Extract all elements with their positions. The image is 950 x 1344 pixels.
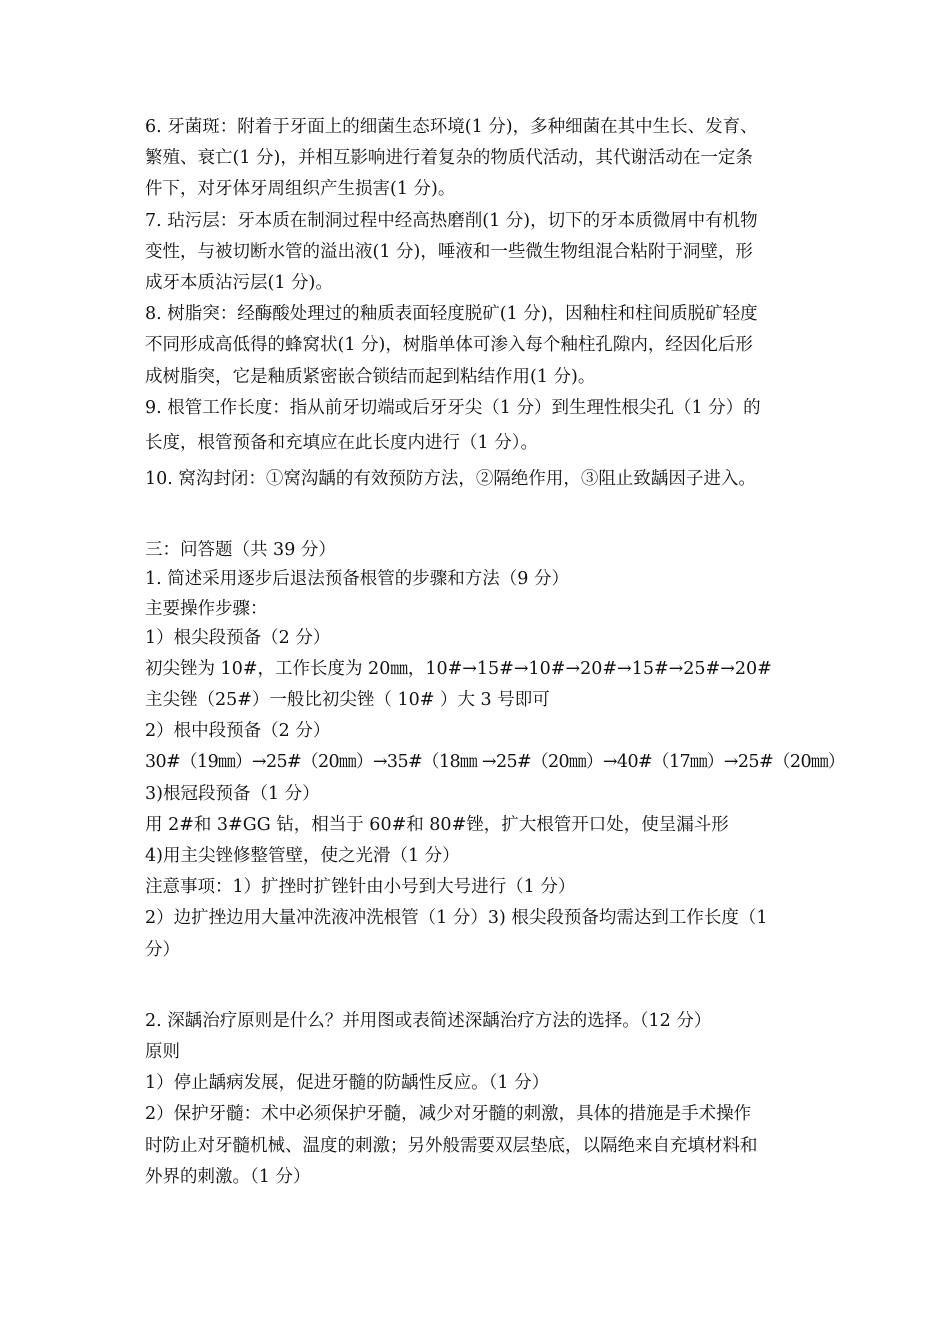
- text-line: 2）保护牙髓：术中必须保护牙髓，减少对牙髓的刺激，具体的措施是手术操作: [145, 1104, 752, 1125]
- definition-10: [145, 462, 825, 496]
- text-line: 1）停止龋病发展，促进牙髓的防龋性反应。（1 分）: [145, 1073, 550, 1094]
- text-line: 7. 玷污层：牙本质在制洞过程中经高热磨削(1 分)，切下的牙本质微屑中有机物: [145, 210, 758, 231]
- text-line: 2）边扩挫边用大量冲洗液冲洗根管（1 分）3) 根尖段预备均需达到工作长度（1: [145, 908, 768, 929]
- text-line: 变性，与被切断水管的溢出液(1 分)，唾液和一些微生物组混合粘附于洞壁，形: [145, 241, 753, 262]
- text-line: 件下，对牙体牙周组织产生损害(1 分)。: [145, 179, 456, 200]
- text-line: 外界的刺激。（1 分）: [145, 1166, 311, 1187]
- definition-8: [145, 299, 825, 393]
- spacer: [145, 496, 825, 536]
- text-line: 2. 深龋治疗原则是什么？并用图或表简述深龋治疗方法的选择。（12 分）: [145, 1010, 712, 1031]
- text-line: 注意事项：1）扩挫时扩锉针由小号到大号进行（1 分）: [145, 877, 576, 898]
- text-line: 3)根冠段预备（1 分）: [145, 783, 320, 804]
- definition-9: [145, 393, 825, 462]
- text-line: 2）根中段预备（2 分）: [145, 721, 331, 742]
- section-3: [145, 536, 845, 1193]
- section-heading: 三：问答题（共 39 分）: [145, 539, 336, 560]
- question-2: [145, 1006, 825, 1193]
- text-line: 成牙本质沾污层(1 分)。: [145, 272, 333, 293]
- spacer: [145, 966, 825, 1006]
- text-line: 长度，根管预备和充填应在此长度内进行（1 分）。: [145, 432, 538, 453]
- text-line: 初尖锉为 10#，工作长度为 20㎜，10#→15#→10#→20#→15#→25#→20#: [145, 658, 772, 679]
- text-line: 6. 牙菌斑：附着于牙面上的细菌生态环境(1 分)，多种细菌在其中生长、发育、: [145, 117, 758, 137]
- text-line: 时防止对牙髓机械、温度的刺激；另外般需要双层垫底，以隔绝来自充填材料和: [145, 1135, 758, 1156]
- text-line: 主要操作步骤：: [145, 598, 268, 619]
- text-line: 用 2#和 3#GG 钻，相当于 60#和 80#锉，扩大根管开口处，使呈漏斗形: [145, 814, 729, 835]
- document-body: [145, 112, 845, 1193]
- text-line: 4)用主尖锉修整管壁，使之光滑（1 分）: [145, 846, 460, 866]
- text-line: 繁殖、衰亡(1 分)，并相互影响进行着复杂的物质代活动，其代谢活动在一定条: [145, 148, 753, 169]
- text-line: 分）: [145, 939, 180, 960]
- text-line: 主尖锉（25#）一般比初尖锉（ 10# ）大 3 号即可: [145, 690, 550, 711]
- text-line: 1）根尖段预备（2 分）: [145, 628, 331, 649]
- text-line: 成树脂突，它是釉质紧密嵌合锁结而起到粘结作用(1 分)。: [145, 366, 596, 387]
- text-line: 10. 窝沟封闭：①窝沟龋的有效预防方法，②隔绝作用，③阻止致龋因子进入。: [145, 468, 756, 489]
- definition-7: [145, 206, 825, 300]
- text-line: 9. 根管工作长度：指从前牙切端或后牙牙尖（1 分）到生理性根尖孔（1 分）的: [145, 397, 761, 418]
- text-line: 原则: [145, 1041, 180, 1062]
- text-line: 不同形成高低得的蜂窝状(1 分)，树脂单体可渗入每个釉柱孔隙内，经因化后形: [145, 335, 753, 356]
- text-line: 30#（19㎜）→25#（20㎜）→35#（18㎜ →25#（20㎜）→40#（17㎜）→25#（20㎜）: [145, 752, 845, 773]
- question-1: [145, 565, 845, 965]
- text-line: 8. 树脂突：经酶酸处理过的釉质表面轻度脱矿(1 分)，因釉柱和柱间质脱矿轻度: [145, 304, 758, 325]
- text-line: 1. 简述采用逐步后退法预备根管的步骤和方法（9 分）: [145, 569, 569, 590]
- definition-6: [145, 112, 825, 206]
